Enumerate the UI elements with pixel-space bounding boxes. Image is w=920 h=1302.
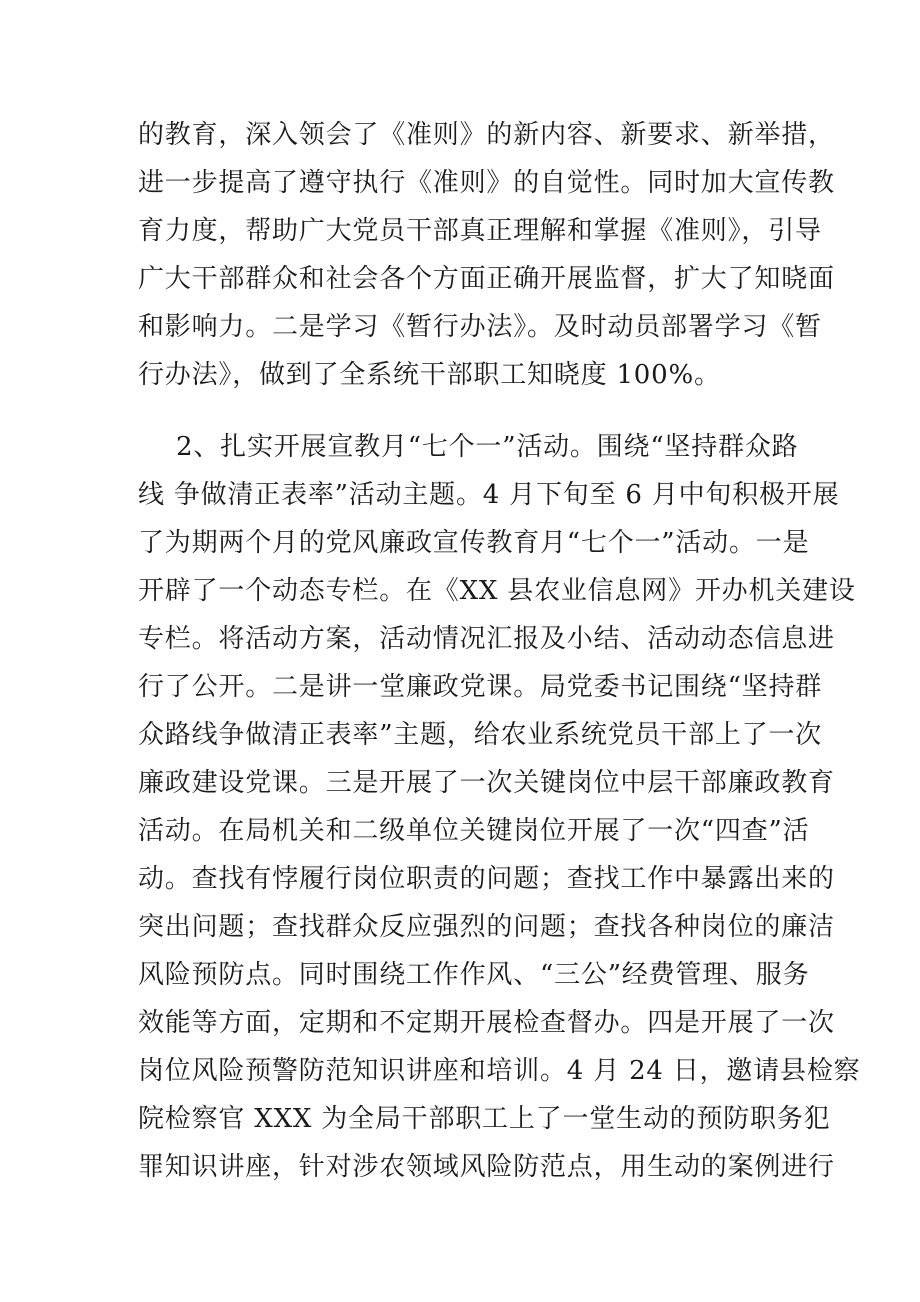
text-line: 和影响力。二是学习《暂行办法》。及时动员部署学习《暂 <box>138 312 822 342</box>
text-line: 行了公开。二是讲一堂廉政党课。局党委书记围绕“坚持群 <box>138 672 823 702</box>
text-line: 专栏。将活动方案，活动情况汇报及小结、活动动态信息进 <box>138 624 835 654</box>
text-line: 广大干部群众和社会各个方面正确开展监督，扩大了知晓面 <box>138 264 835 294</box>
text-line: 进一步提高了遵守执行《准则》的自觉性。同时加大宣传教 <box>138 168 835 198</box>
text-line: 罪知识讲座，针对涉农领域风险防范点，用生动的案例进行 <box>138 1152 835 1182</box>
text-line: 线 争做清正表率”活动主题。4 月下旬至 6 月中旬积极开展 <box>138 480 840 510</box>
text-line: 岗位风险预警防范知识讲座和培训。4 月 24 日，邀请县检察 <box>138 1056 861 1086</box>
text-line: 活动。在局机关和二级单位关键岗位开展了一次“四查”活 <box>138 816 810 846</box>
text-line: 行办法》，做到了全系统干部职工知晓度 100%。 <box>138 360 721 390</box>
text-line: 突出问题；查找群众反应强烈的问题；查找各种岗位的廉洁 <box>138 912 835 942</box>
text-line: 众路线争做清正表率”主题，给农业系统党员干部上了一次 <box>138 720 823 750</box>
text-line: 了为期两个月的党风廉政宣传教育月“七个一”活动。一是 <box>138 528 810 558</box>
text-line: 风险预防点。同时围绕工作作风、“三公”经费管理、服务 <box>138 960 810 990</box>
text-line: 效能等方面，定期和不定期开展检查督办。四是开展了一次 <box>138 1008 835 1038</box>
text-line: 院检察官 XXX 为全局干部职工上了一堂生动的预防职务犯 <box>138 1104 831 1134</box>
text-line: 开辟了一个动态专栏。在《XX 县农业信息网》开办机关建设 <box>138 576 856 606</box>
text-line: 2、扎实开展宣教月“七个一”活动。围绕“坚持群众路 <box>176 432 799 462</box>
text-line: 的教育，深入领会了《准则》的新内容、新要求、新举措， <box>138 120 835 150</box>
text-line: 动。查找有悖履行岗位职责的问题；查找工作中暴露出来的 <box>138 864 835 894</box>
text-line: 廉政建设党课。三是开展了一次关键岗位中层干部廉政教育 <box>138 768 835 798</box>
text-line: 育力度，帮助广大党员干部真正理解和掌握《准则》，引导 <box>138 216 822 246</box>
